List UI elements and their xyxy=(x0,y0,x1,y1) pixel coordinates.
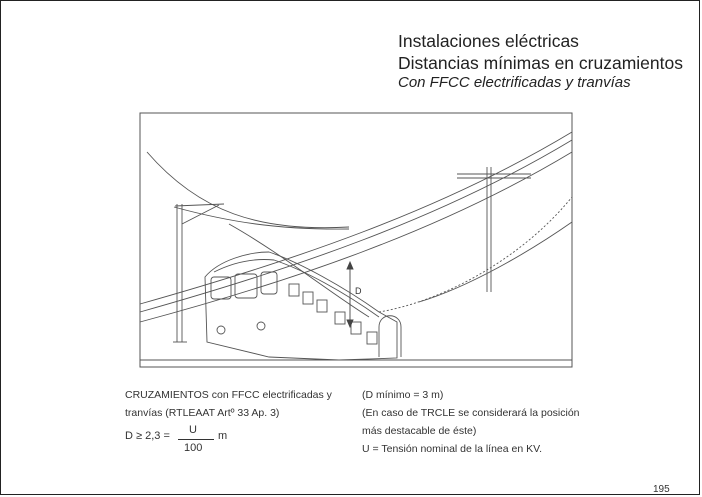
note-line: (D mínimo = 3 m) xyxy=(362,389,444,401)
train-headlight xyxy=(217,326,225,334)
train-window xyxy=(289,284,299,296)
train-window xyxy=(303,292,313,304)
caption-line: tranvías (RTLEAAT Artº 33 Ap. 3) xyxy=(125,407,280,419)
train-window xyxy=(317,300,327,312)
distance-label: D xyxy=(355,286,362,296)
caption-line: CRUZAMIENTOS con FFCC electrificadas y xyxy=(125,389,332,401)
right-notes xyxy=(362,386,580,458)
hill-outline xyxy=(419,222,572,302)
formula-denominator: 100 xyxy=(184,442,203,454)
formula-numerator: U xyxy=(189,424,197,436)
note-line: U = Tensión nominal de la línea en KV. xyxy=(362,443,543,455)
distance-arrow-top xyxy=(347,262,353,269)
left-caption xyxy=(125,386,332,422)
illustration-frame xyxy=(140,113,572,367)
formula-lhs: D ≥ 2,3 = xyxy=(125,430,170,442)
page-subtitle: Distancias mínimas en cruzamientos xyxy=(398,53,683,73)
note-line: (En caso de TRCLE se considerará la posición xyxy=(362,407,580,419)
page-title: Instalaciones eléctricas xyxy=(398,31,579,51)
formula-unit: m xyxy=(218,430,228,442)
train-window xyxy=(351,322,361,334)
note-line: más destacable de éste) xyxy=(362,425,477,437)
page-subsubtitle: Con FFCC electrificadas y tranvías xyxy=(398,74,631,91)
distance-formula xyxy=(125,424,265,460)
tunnel-portal xyxy=(379,316,401,357)
catenary-wire xyxy=(174,207,349,229)
train-window xyxy=(335,312,345,324)
catenary-pole-brace xyxy=(182,205,219,224)
page-number: 195 xyxy=(653,484,670,495)
distance-arrow-bottom xyxy=(347,320,353,327)
train-window xyxy=(367,332,377,344)
train-headlight xyxy=(257,322,265,330)
railway-crossing-illustration xyxy=(139,112,573,368)
train-window xyxy=(261,272,277,294)
fraction-bar xyxy=(178,439,214,440)
